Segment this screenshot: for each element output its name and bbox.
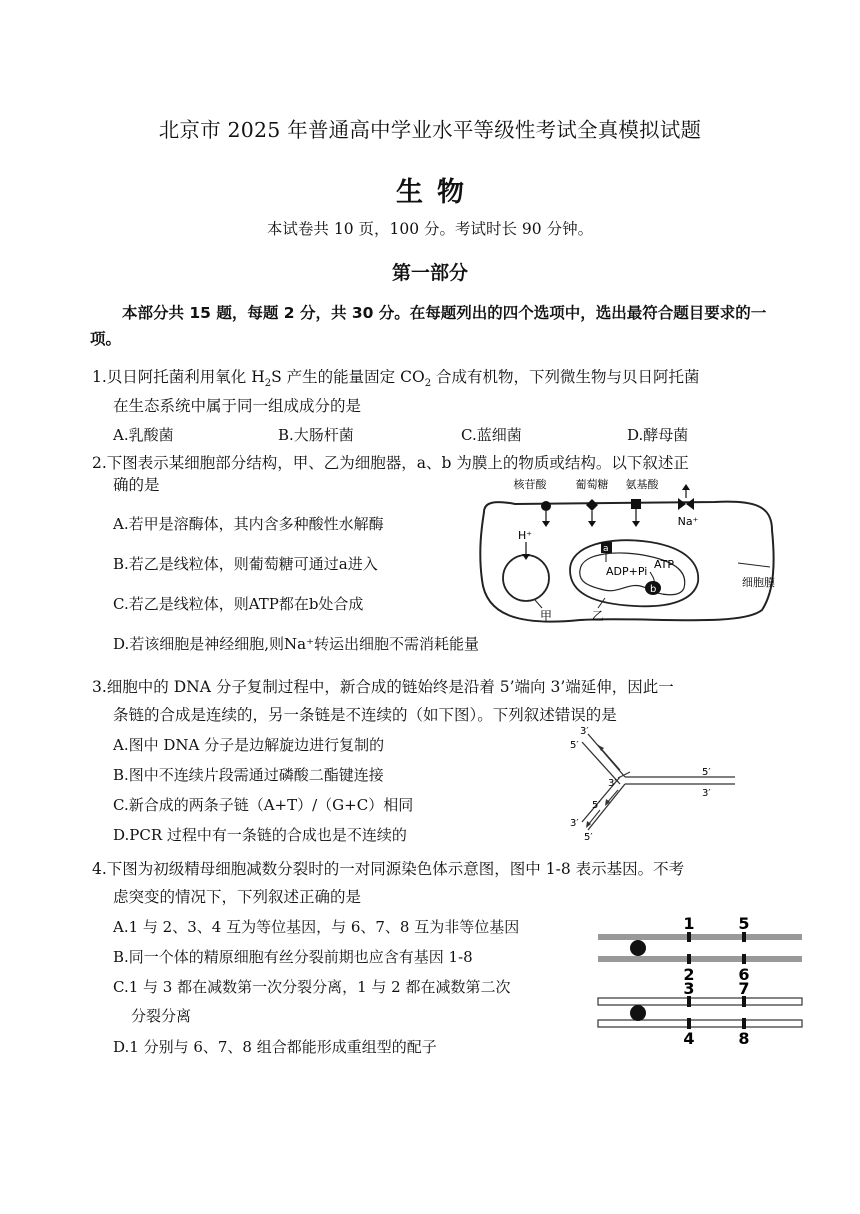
h-label: H⁺ <box>518 529 533 542</box>
option-1d[interactable]: D.酵母菌 <box>627 426 689 444</box>
question-3-stem-line1: 3.细胞中的 DNA 分子复制过程中，新合成的链始终是沿着 5’端向 3’端延伸，因此一 <box>92 678 674 696</box>
question-4-stem-line1: 4.下图为初级精母细胞减数分裂时的一对同源染色体示意图，图中 1-8 表示基因。不考 <box>92 860 685 878</box>
instructions: 本部分共 15 题，每题 2 分，共 30 分。在每题列出的四个选项中，选出最符合题目要求的一项。 <box>90 304 767 348</box>
chromosome-diagram <box>594 910 808 1050</box>
svg-text:3′: 3′ <box>580 726 589 737</box>
option-2d[interactable]: D.若该细胞是神经细胞,则Na⁺转运出细胞不需消耗能量 <box>113 635 480 653</box>
svg-text:5′: 5′ <box>702 767 711 778</box>
option-4c-cont: 分裂分离 <box>131 1007 192 1025</box>
option-1a[interactable]: A.乳酸菌 <box>113 426 174 444</box>
question-3-stem-line2: 条链的合成是连续的，另一条链是不连续的（如下图）。下列叙述错误的是 <box>113 706 617 724</box>
cell-structure-diagram <box>470 470 810 630</box>
nucleotide-label: 核苷酸 <box>513 478 547 491</box>
gene-8: 8 <box>738 1029 750 1048</box>
svg-text:3′: 3′ <box>702 788 711 799</box>
option-4c[interactable]: C.1 与 3 都在减数第一次分裂分离，1 与 2 都在减数第二次 <box>113 978 511 996</box>
gene-5: 5 <box>738 914 750 933</box>
centromere-white <box>630 1005 646 1021</box>
exam-title: 北京市 2025 年普通高中学业水平等级性考试全真模拟试题 <box>158 118 702 142</box>
svg-text:5′: 5′ <box>570 740 579 751</box>
question-1-stem-line2: 在生态系统中属于同一组成成分的是 <box>113 397 362 415</box>
svg-text:a: a <box>603 544 609 554</box>
cell-membrane <box>480 502 773 622</box>
na-label: Na⁺ <box>677 515 699 528</box>
option-4d[interactable]: D.1 分别与 6、7、8 组合都能形成重组型的配子 <box>113 1038 437 1056</box>
yi-label: 乙 <box>592 609 605 623</box>
glucose-transporter <box>586 499 598 511</box>
svg-text:5′: 5′ <box>592 800 601 811</box>
option-3a[interactable]: A.图中 DNA 分子是边解旋边进行复制的 <box>113 736 385 754</box>
option-1b[interactable]: B.大肠杆菌 <box>278 426 354 444</box>
gene-6: 6 <box>738 965 750 984</box>
option-3c[interactable]: C.新合成的两条子链（A+T）/（G+C）相同 <box>113 796 414 814</box>
option-4a[interactable]: A.1 与 2、3、4 互为等位基因，与 6、7、8 互为非等位基因 <box>113 918 520 936</box>
membrane-label: 细胞膜 <box>742 576 775 589</box>
jia-label: 甲 <box>540 609 553 623</box>
svg-text:3′: 3′ <box>570 818 579 829</box>
gene-3: 3 <box>683 979 695 998</box>
amino-acid-label: 氨基酸 <box>625 478 659 491</box>
svg-text:b: b <box>650 584 657 595</box>
svg-text:5′: 5′ <box>584 832 593 843</box>
dna-replication-diagram <box>560 722 740 847</box>
option-3b[interactable]: B.图中不连续片段需通过磷酸二酯键连接 <box>113 766 384 784</box>
amino-acid-transporter <box>631 499 641 509</box>
option-1c[interactable]: C.蓝细菌 <box>461 426 522 444</box>
question-2-stem-line2: 确的是 <box>113 476 160 494</box>
atp-label: ATP <box>654 558 675 571</box>
organelle-jia <box>503 555 549 601</box>
gene-4: 4 <box>683 1029 695 1048</box>
subject-title: 生物 <box>396 177 478 208</box>
exam-info: 本试卷共 10 页，100 分。考试时长 90 分钟。 <box>266 220 594 238</box>
na-channel <box>678 498 686 510</box>
question-1-stem-line1: 1.贝日阿托菌利用氧化 $H_2S$ 产生的能量固定 $CO_2$ 合成有机物，下列微生物与贝日阿托菌 <box>92 368 700 390</box>
gene-2: 2 <box>683 965 695 984</box>
adp-label: ADP+Pi <box>606 565 648 578</box>
glucose-label: 葡萄糖 <box>575 478 609 491</box>
nucleotide-transporter <box>541 501 551 511</box>
question-4-stem-line2: 虑突变的情况下，下列叙述正确的是 <box>113 888 362 906</box>
question-2-stem-line1: 2.下图表示某细胞部分结构，甲、乙为细胞器，a、b 为膜上的物质或结构。以下叙述正 <box>92 454 689 472</box>
option-2a[interactable]: A.若甲是溶酶体，其内含多种酸性水解酶 <box>113 515 384 533</box>
option-3d[interactable]: D.PCR 过程中有一条链的合成也是不连续的 <box>113 826 407 844</box>
gene-1: 1 <box>683 914 695 933</box>
centromere-gray <box>630 940 646 956</box>
option-2c[interactable]: C.若乙是线粒体，则ATP都在b处合成 <box>113 595 364 613</box>
option-2b[interactable]: B.若乙是线粒体，则葡萄糖可通过a进入 <box>113 555 378 573</box>
svg-text:3′: 3′ <box>608 778 617 789</box>
gene-7: 7 <box>738 979 750 998</box>
option-4b[interactable]: B.同一个体的精原细胞有丝分裂前期也应含有基因 1-8 <box>113 948 473 966</box>
part-heading: 第一部分 <box>391 262 468 284</box>
